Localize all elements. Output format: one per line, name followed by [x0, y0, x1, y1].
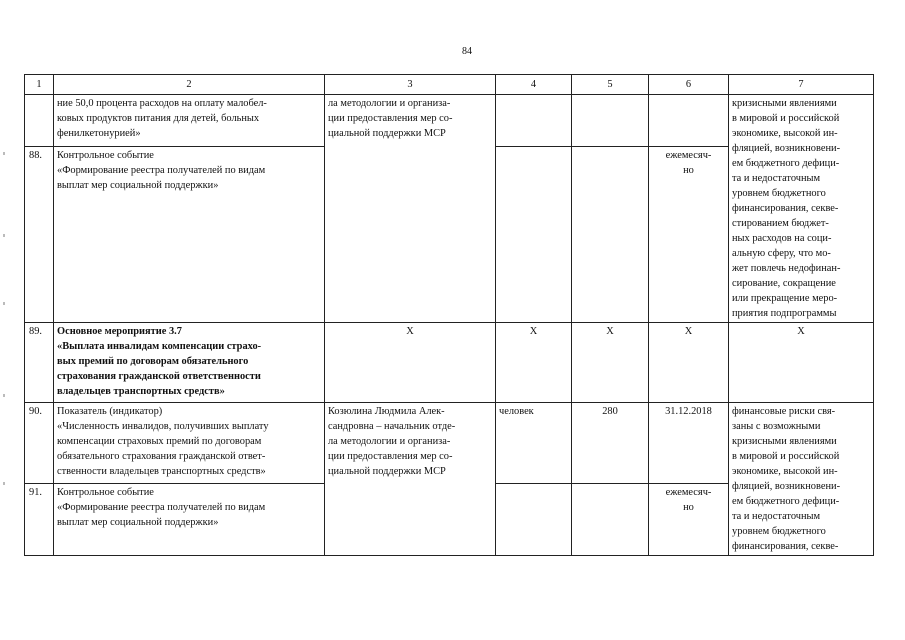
text-line: ежемесяч- — [665, 150, 712, 161]
text-line: циальной поддержки МСР — [328, 128, 446, 139]
date-cell: X — [649, 323, 729, 403]
text-line: стированием бюджет- — [732, 218, 829, 229]
responsible-cell — [325, 95, 496, 147]
row-number — [25, 95, 54, 147]
row-number: 89. — [25, 323, 54, 403]
text-line: страхования гражданской ответственности — [57, 371, 261, 382]
text-line: Основное мероприятие 3.7 — [57, 326, 182, 337]
date-cell — [649, 483, 729, 555]
header-cell: 6 — [649, 75, 729, 95]
text-line: ции предоставления мер со- — [328, 451, 453, 462]
margin-mark — [3, 234, 5, 237]
header-row — [25, 75, 874, 95]
row-number: 90. — [25, 403, 54, 484]
responsible-cell — [325, 403, 496, 556]
table-row — [25, 403, 874, 484]
text-line: финансирования, секве- — [732, 203, 839, 214]
text-line: финансовые риски свя- — [732, 406, 836, 417]
text-line: Показатель (индикатор) — [57, 406, 163, 417]
text-line: в мировой и российской — [732, 451, 840, 462]
text-line: ковых продуктов питания для детей, больных — [57, 113, 260, 124]
date-cell — [649, 95, 729, 147]
text-line: экономике, высокой ин- — [732, 128, 838, 139]
header-cell: 5 — [572, 75, 649, 95]
text-line: ных расходов на соци- — [732, 233, 832, 244]
text-line: ежемесяч- — [665, 486, 712, 498]
description-cell — [54, 95, 325, 147]
unit-cell — [496, 95, 572, 147]
text-line: та и недостаточным — [732, 511, 821, 522]
header-cell: 3 — [325, 75, 496, 95]
text-line: «Формирование реестра получателей по видам — [57, 165, 266, 176]
row-number: 88. — [25, 147, 54, 323]
value-cell — [572, 147, 649, 323]
header-cell: 7 — [729, 75, 874, 95]
text-line: владельцев транспортных средств» — [57, 386, 225, 397]
text-line: выплат мер социальной поддержки» — [57, 180, 219, 191]
page-number: 84 — [462, 46, 472, 57]
unit-cell — [496, 147, 572, 323]
responsible-cell: X — [325, 323, 496, 403]
unit-cell: X — [496, 323, 572, 403]
text-line: та и недостаточным — [732, 173, 821, 184]
text-line: сандровна – начальник отде- — [328, 421, 456, 432]
value-cell: X — [572, 323, 649, 403]
date-cell — [649, 147, 729, 323]
text-line: но — [683, 165, 694, 176]
text-line: обязательного страхования гражданской ответ- — [57, 451, 266, 462]
header-cell: 4 — [496, 75, 572, 95]
text-line: альную сферу, что мо- — [732, 248, 831, 259]
description-cell — [54, 323, 325, 403]
value-cell — [572, 95, 649, 147]
margin-mark — [3, 394, 5, 397]
text-line: «Численность инвалидов, получивших выплату — [57, 421, 269, 432]
text-line: но — [683, 501, 694, 513]
text-line: «Формирование реестра получателей по видам — [57, 501, 266, 513]
text-line: финансирования, секве- — [732, 541, 839, 552]
value-cell: 280 — [572, 403, 649, 484]
text-line: уровнем бюджетного — [732, 188, 826, 199]
document-table — [24, 74, 874, 556]
text-line: Контрольное событие — [57, 486, 154, 498]
text-line: Козюлина Людмила Алек- — [328, 406, 445, 417]
date-cell: 31.12.2018 — [649, 403, 729, 484]
row-number: 91. — [25, 483, 54, 555]
margin-mark — [3, 482, 5, 485]
text-line: фляцией, возникновени- — [732, 481, 841, 492]
text-line: «Выплата инвалидам компенсации страхо- — [57, 341, 262, 352]
text-line: в мировой и российской — [732, 113, 840, 124]
risk-cell: X — [729, 323, 874, 403]
text-line: выплат мер социальной поддержки» — [57, 516, 219, 528]
text-line: кризисными явлениями — [732, 98, 837, 109]
description-cell — [54, 147, 325, 323]
risk-cell — [729, 95, 874, 323]
text-line: Контрольное событие — [57, 150, 154, 161]
unit-cell — [496, 483, 572, 555]
text-line: ла методологии и организа- — [328, 436, 451, 447]
text-line: кризисными явлениями — [732, 436, 837, 447]
value-cell — [572, 483, 649, 555]
header-cell: 2 — [54, 75, 325, 95]
responsible-cell — [325, 147, 496, 323]
text-line: или прекращение меро- — [732, 293, 838, 304]
text-line: ние 50,0 процента расходов на оплату малобел- — [57, 98, 267, 109]
text-line: вых премий по договорам обязательного — [57, 356, 249, 367]
text-line: экономике, высокой ин- — [732, 466, 838, 477]
margin-mark — [3, 302, 5, 305]
text-line: уровнем бюджетного — [732, 526, 826, 537]
text-line: компенсации страховых премий по договорам — [57, 436, 262, 447]
header-cell: 1 — [25, 75, 54, 95]
description-cell — [54, 403, 325, 484]
text-line: циальной поддержки МСР — [328, 466, 446, 477]
text-line: приятия подпрограммы — [732, 308, 837, 319]
text-line: ем бюджетного дефици- — [732, 158, 840, 169]
text-line: ем бюджетного дефици- — [732, 496, 840, 507]
margin-mark — [3, 152, 5, 155]
unit-cell: человек — [496, 403, 572, 484]
text-line: заны с возможными — [732, 421, 821, 432]
text-line: ла методологии и организа- — [328, 98, 451, 109]
description-cell — [54, 483, 325, 555]
table-row — [25, 95, 874, 147]
text-line: фляцией, возникновени- — [732, 143, 841, 154]
text-line: жет повлечь недофинан- — [732, 263, 841, 274]
text-line: ции предоставления мер со- — [328, 113, 453, 124]
table-row — [25, 323, 874, 403]
text-line: сирование, сокращение — [732, 278, 836, 289]
text-line: ственности владельцев транспортных средств» — [57, 466, 266, 477]
risk-cell — [729, 403, 874, 556]
text-line: фенилкетонурией» — [57, 128, 141, 139]
